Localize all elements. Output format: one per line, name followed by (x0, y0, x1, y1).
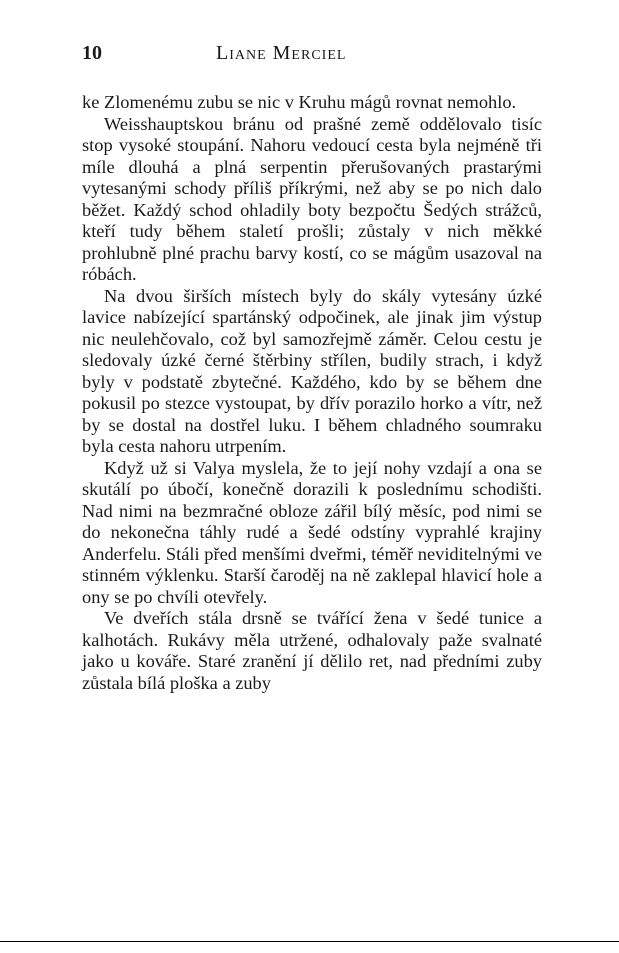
body-text (82, 92, 542, 694)
paragraph: Weisshauptskou bránu od prašné země oddělovalo tisíc stop vysoké stoupání. Nahoru vedoucí cesta byla nejméně tři míle dlouhá a plná serpentin přerušovaných prastarými vytesanými schody příliš příkrými, než aby se po nich dalo běžet. Každý schod ohladily boty bezpočtu Šedých strážců, kteří tudy během staletí prošli; zůstaly v nich měkké prohlubně plné prachu barvy kostí, co se mágům usazoval na róbách. (82, 113, 542, 284)
paragraph: Na dvou širších místech byly do skály vytesány úzké lavice nabízející spartánský odpočinek, ale jinak jim výstup nic neulehčovalo, což byl samozřejmě záměr. Celou cestu je sledovaly úzké černé štěrbiny střílen, budily strach, i když byly v podstatě zbytečné. Každého, kdo by se během dne pokusil po stezce vystoupat, by dřív porazilo horko a vítr, než by se dostal na dostřel luku. I během chladného soumraku byla cesta nahoru utrpením. (82, 285, 542, 456)
running-head (82, 40, 542, 66)
page-number: 10 (82, 42, 102, 64)
paragraph: Když už si Valya myslela, že to její nohy vzdají a ona se skutálí po úbočí, konečně dorazili k poslednímu schodišti. Nad nimi na bezmračné obloze zářil bílý měsíc, pod nimi se do nekonečna táhly rudé a šedé odstíny vyprahlé krajiny Anderfelu. Stáli před menšími dveřmi, téměř neviditelnými ve stinném výklenku. Starší čaroděj na ně zaklepal hlavicí hole a ony se po chvíli otevřely. (82, 457, 542, 607)
paragraph: Ve dveřích stála drsně se tvářící žena v šedé tunice a kalhotách. Rukávy měla utržené, odhalovaly paže svalnaté jako u kováře. Staré zranění jí dělilo ret, nad předními zuby zůstala bílá ploška a zuby (82, 608, 542, 693)
page-edge-rule (0, 941, 619, 942)
paragraph: ke Zlomenému zubu se nic v Kruhu mágů rovnat nemohlo. (82, 92, 517, 112)
book-author: Liane Merciel (216, 42, 347, 64)
